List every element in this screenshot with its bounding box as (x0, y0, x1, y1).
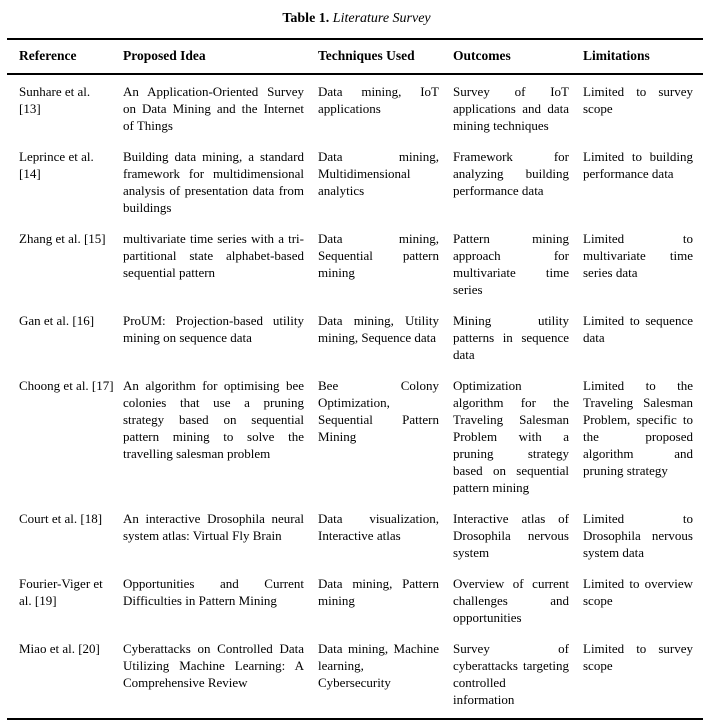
table-caption (0, 10, 713, 28)
cell-techniques-used: Data visualization, Interactive atlas (318, 511, 439, 543)
table-row (7, 373, 703, 506)
column-header-limitations: Limitations (583, 39, 703, 74)
cell-proposed-idea: An Application-Oriented Survey on Data Mining and the Internet of Things (123, 84, 304, 133)
cell-limitations: Limited to multivariate time series data (583, 231, 693, 280)
cell-outcomes: Framework for analyzing building performance data (453, 149, 569, 198)
cell-techniques-used: Data mining, Pattern mining (318, 576, 439, 608)
cell-limitations: Limited to Drosophila nervous system data (583, 511, 693, 560)
literature-survey-table (7, 38, 703, 720)
cell-outcomes: Survey of cyberattacks targeting controlled information (453, 641, 569, 707)
cell-proposed-idea: An algorithm for optimising bee colonies that use a pruning strategy based on sequential pattern mining to solve the travelling salesman problem (123, 378, 304, 461)
table-row (7, 308, 703, 373)
cell-outcomes: Mining utility patterns in sequence data (453, 313, 569, 362)
cell-reference: Leprince et al. [14] (19, 149, 94, 181)
cell-limitations: Limited to sequence data (583, 313, 693, 345)
cell-reference: Fourier-Viger et al. [19] (19, 576, 103, 608)
table-row (7, 144, 703, 226)
cell-techniques-used: Data mining, Sequential pattern mining (318, 231, 439, 280)
cell-reference: Court et al. [18] (19, 511, 103, 526)
cell-outcomes: Interactive atlas of Drosophila nervous system (453, 511, 569, 560)
cell-techniques-used: Data mining, Multidimensional analytics (318, 149, 439, 198)
table-row (7, 571, 703, 636)
cell-outcomes: Survey of IoT applications and data mining techniques (453, 84, 569, 133)
cell-limitations: Limited to overview scope (583, 576, 693, 608)
cell-reference: Sunhare et al. [13] (19, 84, 91, 116)
cell-outcomes: Pattern mining approach for multivariate time series (453, 231, 569, 297)
cell-reference: Gan et al. [16] (19, 313, 95, 328)
column-header-proposed-idea: Proposed Idea (123, 39, 318, 74)
table-row (7, 74, 703, 144)
table-caption-label: Table 1. (282, 11, 330, 26)
cell-proposed-idea: ProUM: Projection-based utility mining on sequence data (123, 313, 304, 345)
cell-techniques-used: Data mining, Utility mining, Sequence data (318, 313, 439, 345)
column-header-reference: Reference (7, 39, 123, 74)
cell-techniques-used: Bee Colony Optimization, Sequential Pattern Mining (318, 378, 439, 444)
cell-outcomes: Overview of current challenges and opportunities (453, 576, 569, 625)
cell-techniques-used: Data mining, IoT applications (318, 84, 439, 116)
table-row (7, 506, 703, 571)
cell-techniques-used: Data mining, Machine learning, Cybersecurity (318, 641, 439, 690)
cell-reference: Zhang et al. [15] (19, 231, 106, 246)
cell-outcomes: Optimization algorithm for the Traveling Salesman Problem with a pruning strategy based on sequential pattern mining (453, 378, 569, 495)
table-caption-text: Literature Survey (332, 11, 431, 26)
cell-reference: Miao et al. [20] (19, 641, 100, 656)
cell-reference: Choong et al. [17] (19, 378, 114, 393)
cell-proposed-idea: Cyberattacks on Controlled Data Utilizing Machine Learning: A Comprehensive Review (123, 641, 304, 690)
cell-limitations: Limited to survey scope (583, 84, 693, 116)
column-header-techniques-used: Techniques Used (318, 39, 453, 74)
cell-proposed-idea: An interactive Drosophila neural system atlas: Virtual Fly Brain (123, 511, 304, 543)
cell-proposed-idea: multivariate time series with a tri-partitional state alphabet-based sequential pattern (123, 231, 304, 280)
cell-limitations: Limited to building performance data (583, 149, 693, 181)
cell-proposed-idea: Opportunities and Current Difficulties in Pattern Mining (123, 576, 304, 608)
table-row (7, 226, 703, 308)
table-header-row (7, 39, 703, 74)
cell-limitations: Limited to the Traveling Salesman Problem, specific to the proposed algorithm and pruning strategy (583, 378, 693, 478)
cell-proposed-idea: Building data mining, a standard framework for multidimensional analysis of presentation data from buildings (123, 149, 304, 215)
cell-limitations: Limited to survey scope (583, 641, 693, 673)
column-header-outcomes: Outcomes (453, 39, 583, 74)
table-row (7, 636, 703, 719)
